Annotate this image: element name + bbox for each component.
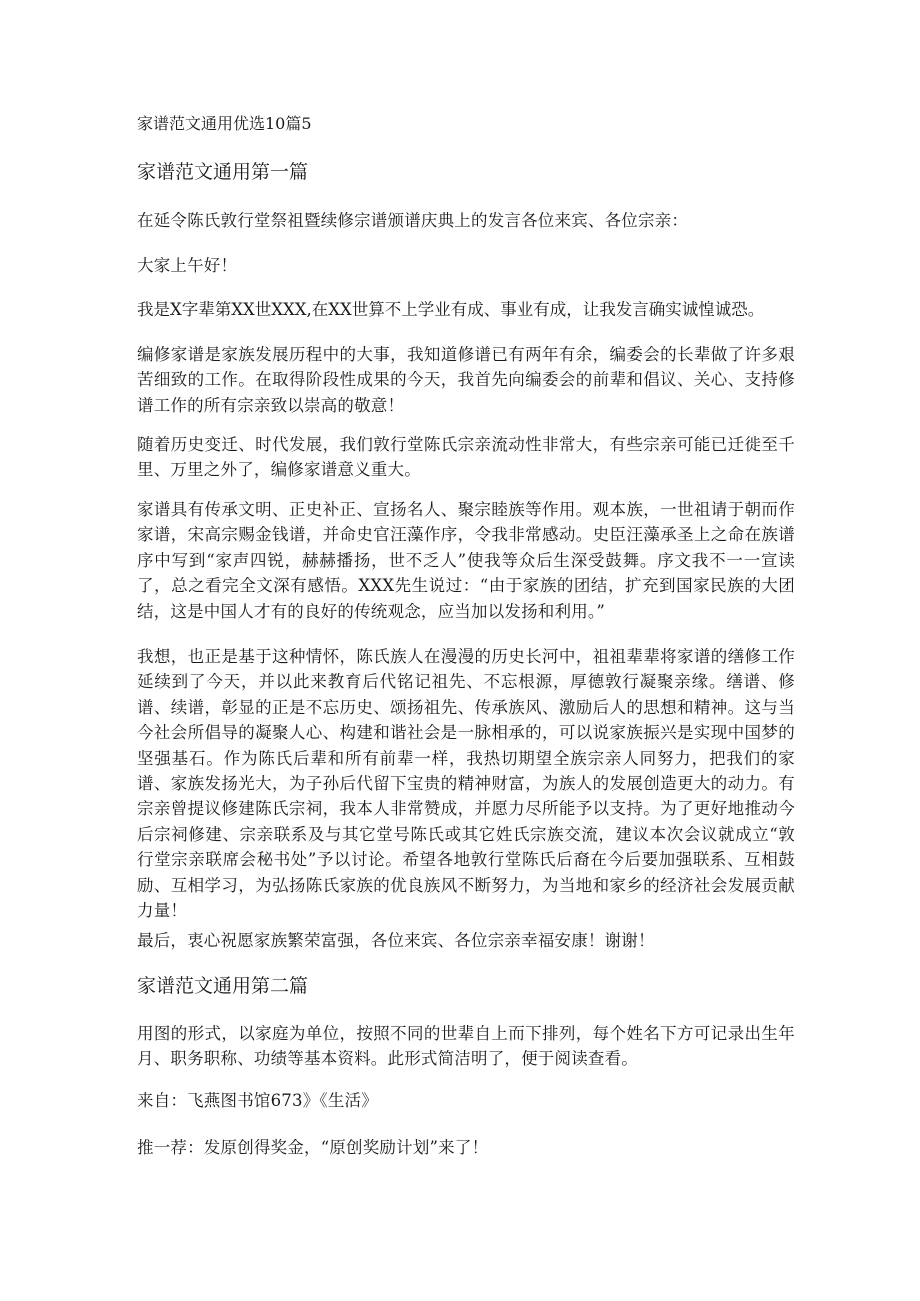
paragraph-recommendation: 推一荐：发原创得奖金，“原创奖励计划”来了！ — [137, 1138, 489, 1157]
paragraph-reflection: 我想，也正是基于这种情怀，陈氏族人在漫漫的历史长河中，祖祖辈辈将家谱的缮修工作延续到了今天，并以此来教育后代铭记祖先、不忘根源，厚德敦行凝聚亲缘。缮谱、修谱、续谱，彰显的正是不忘历史、颂扬祖先、传承族风、激励后人的思想和精神。这与当今社会所倡导的凝聚人心、构建和谐社会是一脉相承的，可以说家族振兴是实现中国梦的坚强基石。作为陈氏后辈和所有前辈一样，我热切期望全族宗亲人同努力，把我们的家谱、家族发扬光大，为子孙后代留下宝贵的精神财富，为族人的发展创造更大的动力。有宗亲曾提议修建陈氏宗祠，我本人非常赞成，并愿力尽所能予以支持。为了更好地推动今后宗祠修建、宗亲联系及与其它堂号陈氏或其它姓氏宗族交流，建议本次会议就成立“敦行堂宗亲联席会秘书处”予以讨论。希望各地敦行堂陈氏后裔在今后要加强联系、互相鼓励、互相学习，为弘扬陈氏家族的优良族风不断努力，为当地和家乡的经济社会发展贡献力量！ — [137, 647, 795, 921]
paragraph-greeting: 大家上午好！ — [137, 256, 238, 275]
section-heading-2: 家谱范文通用第二篇 — [137, 975, 309, 997]
paragraph-chart-format: 用图的形式，以家庭为单位，按照不同的世辈自上而下排列，每个姓名下方可记录出生年月、职务职称、功绩等基本资料。此形式简洁明了，便于阅读查看。 — [137, 1024, 795, 1069]
paragraph-closing: 最后，衷心祝愿家族繁荣富强，各位来宾、各位宗亲幸福安康！谢谢！ — [137, 931, 655, 950]
section-heading-1: 家谱范文通用第一篇 — [137, 161, 309, 183]
paragraph-self-introduction: 我是X字辈第XX世XXX,在XX世算不上学业有成、事业有成，让我发言确实诚惶诚恐。 — [137, 300, 765, 319]
paragraph-significance: 随着历史变迁、时代发展，我们敦行堂陈氏宗亲流动性非常大，有些宗亲可能已迁徙至千里、万里之外了，编修家谱意义重大。 — [137, 435, 795, 480]
paragraph-source: 来自：飞燕图书馆673》《生活》 — [137, 1091, 378, 1110]
paragraph-gratitude: 编修家谱是家族发展历程中的大事，我知道修谱已有两年有余，编委会的长辈做了许多艰苦细致的工作。在取得阶段性成果的今天，我首先向编委会的前辈和倡议、关心、支持修谱工作的所有宗亲致以崇高的敬意！ — [137, 345, 795, 415]
paragraph-genealogy-functions: 家谱具有传承文明、正史补正、宣扬名人、聚宗睦族等作用。观本族，一世祖请于朝而作家谱，宋高宗赐金钱谱，并命史官汪藻作序，令我非常感动。史臣汪藻承圣上之命在族谱序中写到“家声四锐，赫赫播扬，世不乏人”使我等众后生深受鼓舞。序文我不一一宣读了，总之看完全文深有感悟。XXX先生说过：“由于家族的团结，扩充到国家民族的大团结，这是中国人才有的良好的传统观念，应当加以发扬和利用。” — [137, 500, 795, 621]
document-title: 家谱范文通用优选10篇5 — [137, 114, 312, 133]
paragraph-opening-line: 在延令陈氏敦行堂祭祖暨续修宗谱颁谱庆典上的发言各位来宾、各位宗亲： — [137, 211, 689, 230]
